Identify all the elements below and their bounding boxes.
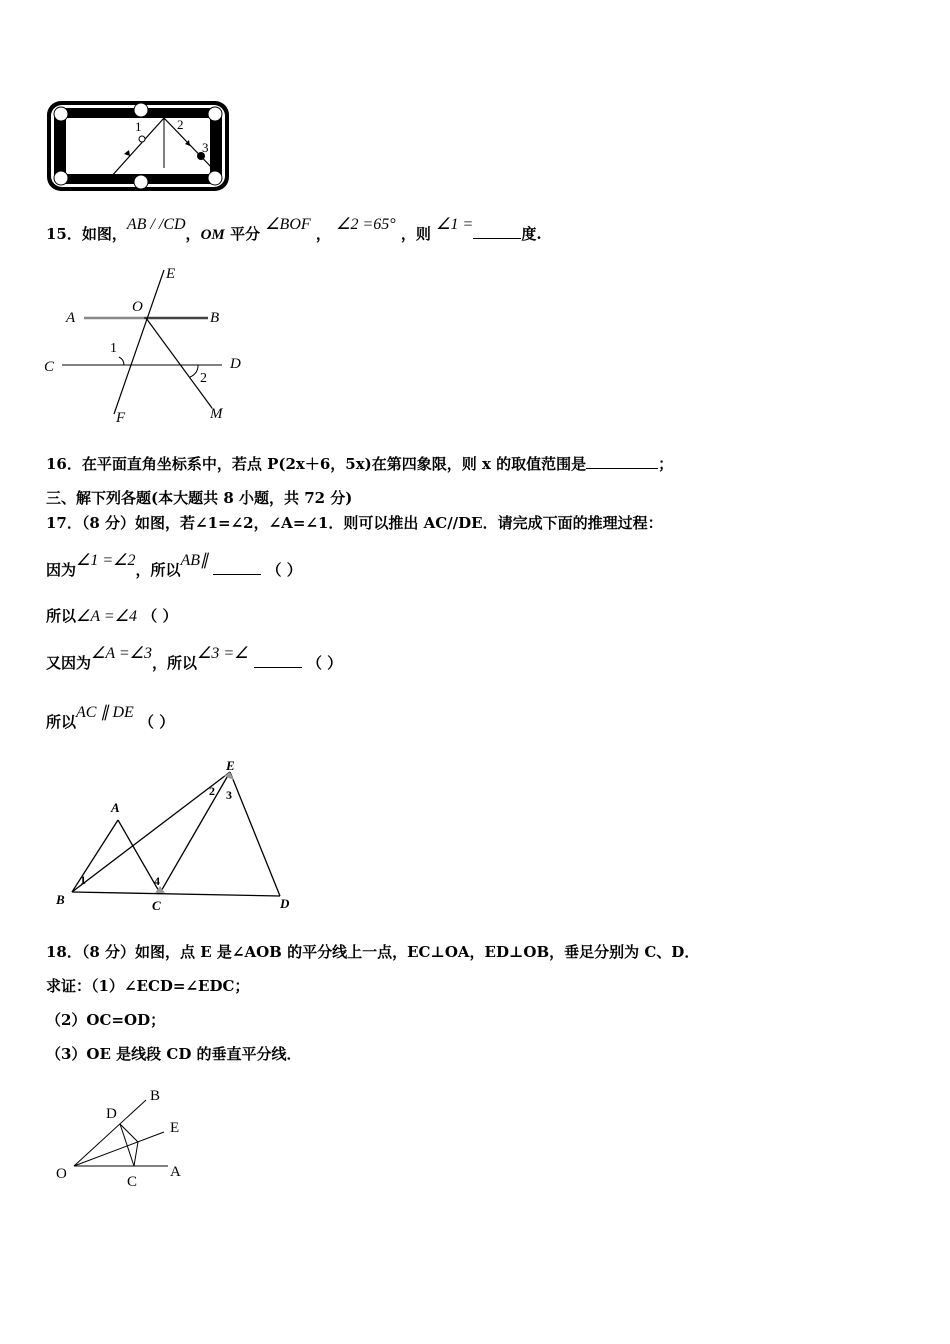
label-angle-3: 3	[226, 788, 232, 802]
label-angle-2: 2	[209, 784, 215, 798]
line-ce	[160, 772, 230, 893]
q17-line3-reason[interactable]: （ ）	[306, 654, 343, 672]
segment-ec	[134, 1142, 138, 1166]
label-1: 1	[135, 119, 142, 134]
q17-line3-math2: ∠3 =∠	[197, 645, 249, 662]
q17-line2-math: ∠A =∠4	[76, 608, 137, 625]
q17-line1-math2: AB∥	[180, 552, 209, 569]
q17-line3-math: ∠A =∠3	[91, 645, 152, 662]
q15-parallel: AB / /CD	[126, 216, 186, 233]
label-m: M	[210, 406, 223, 422]
q17-line1-math: ∠1 =∠2	[76, 552, 136, 569]
arc-angle-2	[190, 365, 198, 377]
q17-line2	[46, 606, 177, 627]
label-f: F	[116, 410, 126, 426]
q17-line4	[46, 704, 175, 733]
label-c: C	[152, 898, 161, 913]
q17-line2-pre: 所以	[46, 607, 77, 625]
q18-intro: 18．（8 分）如图，点 E 是∠AOB 的平分线上一点，EC⊥OA，ED⊥OB，垂足分别为 C、D．	[46, 943, 700, 961]
q17-line3-pre: 又因为	[46, 654, 92, 672]
section-3-title: 三、解下列各题(本大题共 8 小题，共 72 分)	[46, 489, 353, 507]
arc-angle-1	[119, 357, 124, 365]
q17-line3-mid: ，所以	[151, 654, 197, 672]
q15-bisect: 平分	[224, 225, 260, 243]
q16-tail: ；	[658, 455, 674, 473]
pocket-bottom-left	[54, 171, 68, 185]
q15-angle1: ∠1 =	[436, 216, 474, 233]
question-16	[46, 454, 673, 474]
figure-17	[48, 752, 308, 914]
label-angle-1: 1	[110, 341, 117, 356]
label-b: B	[150, 1088, 161, 1104]
q17-line1-mid: ，所以	[135, 561, 181, 579]
q18-prove-2: （2）OC=OD；	[46, 1011, 166, 1029]
q15-comma1: ，	[185, 225, 201, 243]
q15-angle2: ∠2 =65°	[336, 216, 396, 233]
q16-text: 16．在平面直角坐标系中，若点 P(2x＋6，5x)在第四象限，则 x 的取值范围是	[46, 455, 587, 473]
label-o: O	[56, 1166, 67, 1182]
label-c: C	[44, 359, 55, 375]
line-ed	[230, 772, 280, 896]
line-ef	[114, 270, 164, 414]
q18-prove-1: 求证：（1）∠ECD=∠EDC；	[46, 977, 250, 995]
label-c: C	[127, 1174, 138, 1190]
ball-white	[139, 136, 145, 142]
line-bd	[72, 892, 280, 896]
q15-comma2: ，	[315, 225, 331, 243]
q17-line1-blank[interactable]	[213, 560, 261, 575]
label-o: O	[132, 299, 143, 315]
line-ba	[72, 820, 118, 892]
figure-18	[50, 1080, 200, 1190]
label-2: 2	[177, 117, 184, 132]
pocket-top-right	[208, 107, 222, 121]
label-3: 3	[202, 140, 209, 155]
label-b: B	[56, 892, 65, 907]
label-d: D	[106, 1106, 117, 1122]
line-om	[146, 318, 212, 408]
billiard-figure	[44, 98, 234, 196]
label-a: A	[170, 1164, 181, 1180]
pocket-top-left	[54, 107, 68, 121]
q15-angle-bof: ∠BOF	[265, 216, 311, 233]
q15-number: 15．如图，	[46, 225, 127, 243]
label-angle-1: 1	[80, 873, 86, 887]
q17-intro: 17．（8 分）如图，若∠1=∠2，∠A=∠1．则可以推出 AC//DE．请完成下面的推理过程：	[46, 514, 663, 532]
q17-line3	[46, 645, 343, 674]
pocket-bottom-right	[208, 171, 222, 185]
q18-prove-3: （3）OE 是线段 CD 的垂直平分线．	[46, 1045, 302, 1063]
q16-answer-blank[interactable]	[586, 454, 658, 469]
q15-om: OM	[200, 227, 225, 243]
q17-line3-blank[interactable]	[254, 653, 302, 668]
q17-line1-pre: 因为	[46, 561, 77, 579]
label-angle-2: 2	[200, 371, 207, 386]
q17-line1-reason[interactable]: （ ）	[266, 561, 302, 579]
q17-line4-pre: 所以	[46, 713, 77, 731]
label-a: A	[111, 800, 120, 815]
pocket-bottom-middle	[134, 175, 148, 189]
label-e: E	[166, 266, 176, 282]
q17-line4-math: AC ∥ DE	[76, 704, 134, 721]
figure-15	[40, 262, 250, 427]
line-be	[72, 772, 230, 892]
label-e: E	[226, 758, 235, 773]
label-a: A	[66, 310, 76, 326]
q15-then: ，则	[400, 225, 431, 243]
q17-line2-reason[interactable]: （ ）	[142, 607, 178, 625]
ray-oe	[74, 1132, 164, 1166]
label-e: E	[170, 1120, 180, 1136]
label-d: D	[230, 356, 241, 372]
pocket-top-middle	[134, 103, 148, 117]
q17-line4-reason[interactable]: （ ）	[139, 713, 175, 731]
label-d: D	[280, 896, 290, 911]
label-b: B	[210, 310, 220, 326]
q15-unit: 度.	[521, 225, 542, 243]
q17-line1	[46, 552, 302, 581]
label-angle-4: 4	[154, 874, 160, 888]
q15-answer-blank[interactable]	[473, 224, 521, 239]
question-15	[46, 216, 542, 245]
